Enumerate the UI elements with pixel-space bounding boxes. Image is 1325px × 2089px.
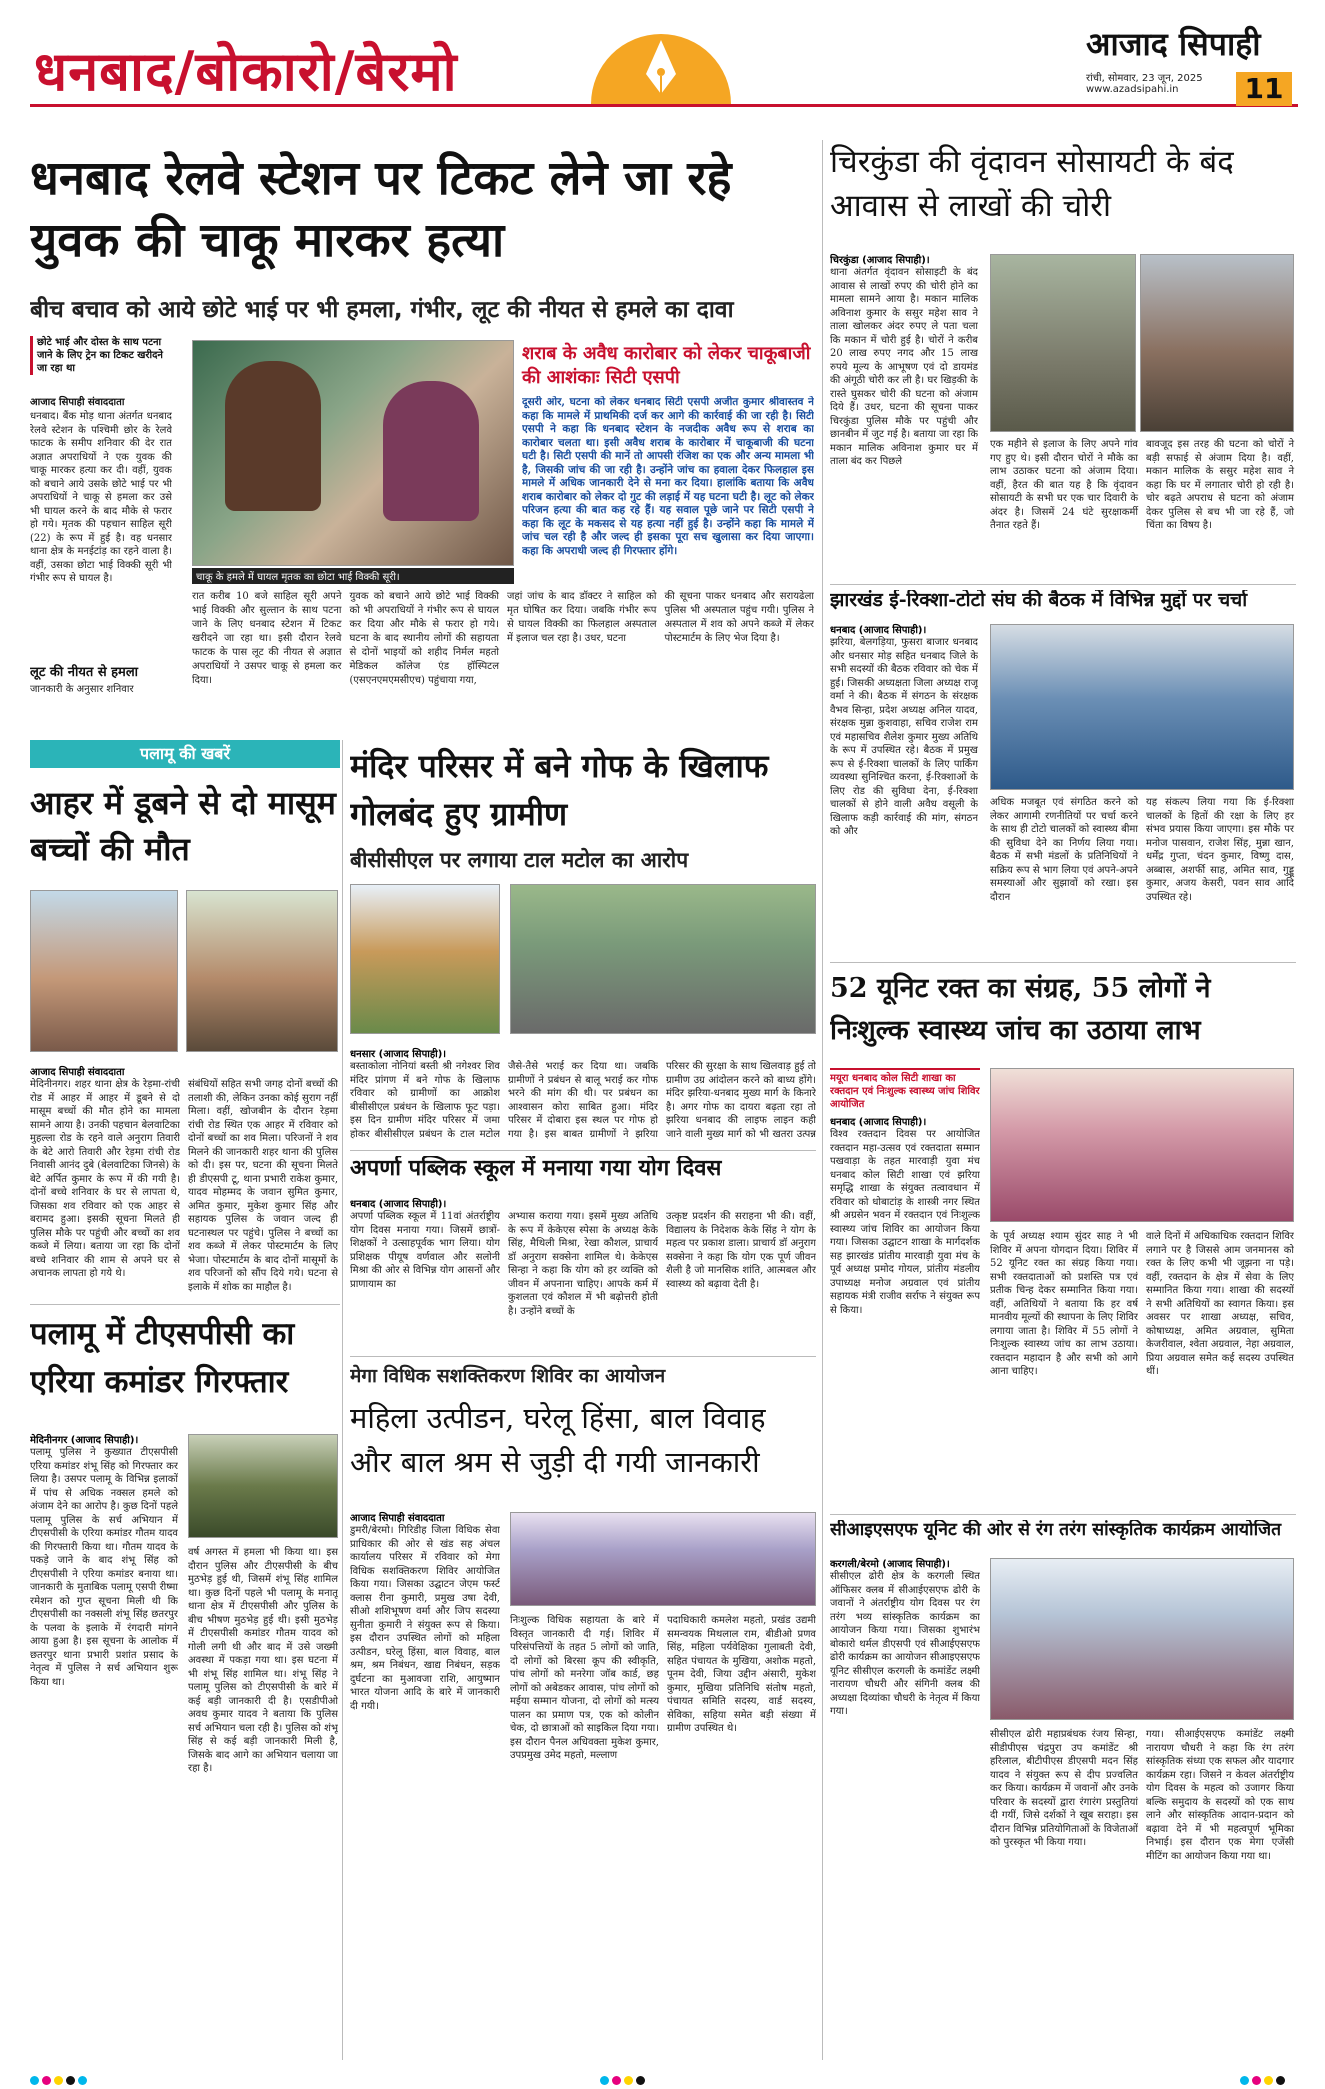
tspc-headline: पलामू में टीएसपीसी का एरिया कमांडर गिरफ्तार bbox=[30, 1316, 295, 1400]
divider bbox=[350, 1356, 816, 1357]
lead-photo bbox=[192, 340, 514, 566]
drowning-photo-2 bbox=[186, 890, 338, 1052]
cisf-col2: सीसीएल ढोरी महाप्रबंधक रंजय सिन्हा, सीडीपीएस चंद्रपुरा उप कमांडेंट श्री हरिलाल, बीटीपीएस डीएसपी मदन सिंह यादव ने संयुक्त रूप से दीप प्रज्वलित कर किया। कार्यक्रम में जवानों और उनके परिवार के सदस्यों द्वारा रंगारंग प्रस्तुतियां दी गयीं, जिसे दर्शकों ने खूब सराहा। इस दौरान विभिन्न प्रतियोगिताओं के विजेताओं को पुरस्कृत भी किया गया। bbox=[990, 1729, 1138, 1848]
temple-col1: बस्ताकोला नोनियां बस्ती श्री नगेश्वर शिव मंदिर प्रांगण में बने गोफ के खिलाफ रविवार को ग्रामीणों का आक्रोश बीसीसीएल प्रबंधन के खिलाफ फूट पड़ा। इस दिन ग्रामीण मंदिर परिसर में जमा होकर बीसीसीएल प्रबंधन के टाल मटोल bbox=[350, 1061, 500, 1140]
column-divider bbox=[822, 140, 823, 2060]
erickshaw-lower bbox=[990, 796, 1294, 904]
yoga-col1: अपर्णा पब्लिक स्कूल में 11वां अंतर्राष्ट्रीय योग दिवस मनाया गया। जिसमें छात्रों-शिक्षकों ने उत्साहपूर्वक भाग लिया। योग प्रशिक्षक पीयूष वर्णवाल और सलोनी मिश्रा की ओर से विभिन्न योग आसनों और प्राणायाम का bbox=[350, 1211, 500, 1290]
tspc-byline: मेदिनीनगर (आजाद सिपाही)। bbox=[30, 1435, 139, 1446]
lead-byline: आजाद सिपाही संवाददाता bbox=[30, 397, 125, 408]
lead-sidebar-note bbox=[30, 336, 172, 375]
temple-byline: धनसार (आजाद सिपाही)। bbox=[350, 1049, 447, 1060]
blood-byline: धनबाद (आजाद सिपाही)। bbox=[830, 1117, 927, 1128]
mega-camp-story bbox=[350, 1362, 816, 2060]
drowning-col1: मेदिनीनगर। शहर थाना क्षेत्र के रेड़मा-रांची रोड में आहर में आहर में डूबने से दो मासूम बच्चों की मौत होने का मामला सामने आया है। उनकी पहचान बेलवाटिका मुहल्ला रोड के रहने वाले अनुराग तिवारी के बेटे आरो तिवारी और रेड़मा रांची रोड निवासी आनंद दुबे (बेलवाटिका जिनसे) के बेटे अर्पित कुमार के रूप में की गयी है। दोनों बच्चे शनिवार के घर से लापता थे, जिसका शव रविवार को एक आहर से बरामद हुआ। इसकी सूचना मिलते ही पुलिस मौके पर पहुंची और बच्चों का शव कब्जे में लिया। बताया जा रहा कि दोनों बच्चे शनिवार की शाम से अपने घर से अचानक लापता हो गये थे। bbox=[30, 1079, 180, 1279]
cisf-col1: सीसीएल ढोरी क्षेत्र के करगली स्थित ऑफिसर क्लब में सीआईएसएफ ढोरी के जवानों ने अंतर्राष्ट्रीय योग दिवस पर रंग तरंग भव्य सांस्कृतिक कार्यक्रम का आयोजन किया गया। जिसका शुभारंभ बोकारो थर्मल डीएसपी एवं सीआईएसएफ ढोरी कार्यक्रम का आयोजन सीआइएसएफ यूनिट सीसीएल करगली के कमांडेंट लक्ष्मी नारायण चौधरी और संगिनी क्लब की अध्यक्षा दिव्यांका चौधरी के नेतृत्व में किया गया। bbox=[830, 1571, 980, 1717]
registration-marks-center bbox=[600, 2070, 648, 2089]
yoga-byline: धनबाद (आजाद सिपाही)। bbox=[350, 1199, 447, 1210]
divider bbox=[830, 962, 1296, 963]
temple-body bbox=[350, 1060, 816, 1140]
cisf-photo bbox=[990, 1558, 1294, 1720]
lead-lower-cols bbox=[192, 590, 814, 688]
masthead bbox=[0, 0, 1325, 120]
sidebar-note-text: छोटे भाई और दोस्त के साथ पटना जाने के लिए ट्रेन का टिकट खरीदने जा रहा था bbox=[37, 337, 163, 374]
drowning-col2: संबंधियों सहित सभी जगह दोनों बच्चों की तलाशी की, लेकिन उनका कोई सुराग नहीं मिला। वहीं, खोजबीन के दौरान रेड़मा रांची रोड स्थित एक आहर में रविवार को दोनों बच्चों का शव मिला। परिजनों ने शव मिलने की जानकारी शहर थाना की पुलिस को दी। इस पर, घटना की सूचना मिलते ही डीएसपी टू, थाना प्रभारी राकेश कुमार, यादव मोहम्मद के जवान सुमित कुमार, अमित कुमार, मुकेश कुमार सिंह और सहायक पुलिस के जवान जल्द ही घटनास्थल पर पहुंचे। पुलिस ने बच्चों का शव कब्जे में लेकर पोस्टमार्टम के लिए भेजा। पोस्टमार्टम के बाद दोनों मासूमों के शव परिजनों को सौंप दिये गये। घटना से इलाके में शोक का माहौल है। bbox=[188, 1079, 338, 1293]
lead-box-headline: शराब के अवैध कारोबार को लेकर चाकूबाजी की आशंकाः सिटी एसपी bbox=[522, 343, 811, 388]
lead-col3: युवक को बचाने आये छोटे भाई विक्की को भी अपराधियों ने गंभीर रूप से घायल कर दिया और मौके से फरार हो गये। घटना के बाद स्थानीय लोगों की सहायता से दोनों भाइयों को शहीद निर्मल महतो मेडिकल कॉलेज एंड हॉस्पिटल (एसएनएमएमसीएच) पहुंचाया गया, bbox=[349, 591, 499, 686]
tspc-col1: पलामू पुलिस ने कुख्यात टीएसपीसी एरिया कमांडर शंभू सिंह को गिरफ्तार कर लिया है। उसपर पलामू के विभिन्न इलाकों में पांच से अधिक नक्सल हमले को अंजाम देने का आरोप है। कुछ दिनों पहले पलामू पुलिस के सर्च अभियान में टीएसपीसी के एरिया कमांडर गौतम यादव की गिरफ्तारी किया था। गौतम यादव के पकड़े जाने के बाद शंभू सिंह को टीएसपीसी ने एरिया कमांडर बनाया था। जानकारी के मुताबिक पलामू एसपी रीष्मा रमेशन को गुप्त सूचना मिली थी कि टीएसपीसी का नक्सली शंभू सिंह छतरपुर के पलवा के इलाके में रंगदारी मांगने आया हुआ है। इस सूचना के आलोक में छतरपुर थाना प्रभारी प्रशांत प्रसाद के नेतृत्व में पुलिस ने सर्च अभियान शुरू किया था। bbox=[30, 1447, 178, 1688]
cisf-lower bbox=[990, 1728, 1294, 1863]
cisf-headline: सीआइएसएफ यूनिट की ओर से रंग तरंग सांस्कृतिक कार्यक्रम आयोजित bbox=[830, 1520, 1282, 1540]
yoga-headline: अपर्णा पब्लिक स्कूल में मनाया गया योग दिवस bbox=[350, 1156, 722, 1181]
lead-headline: धनबाद रेलवे स्टेशन पर टिकट लेने जा रहे युवक की चाकू मारकर हत्या bbox=[30, 151, 732, 268]
blood-photo bbox=[990, 1068, 1294, 1222]
masthead-rule bbox=[30, 104, 1298, 107]
yoga-col2: अभ्यास कराया गया। इसमें मुख्य अतिथि के रूप में केकेएस स्पेसा के अध्यक्ष केके सिंह, मैथिली मिश्रा, रेखा कौशल, प्राचार्य डॉ अनुराग सक्सेना शामिल थे। केकेएस सिन्हा ने कहा कि योग को हर व्यक्ति को जीवन में अपनाना चाहिए। आपके कर्म में कुशलता एवं कौशल में भी बढ़ोत्तरी होती है। उन्होंने बच्चों के bbox=[508, 1211, 658, 1317]
drowning-headline: आहर में डूबने से दो मासूम बच्चों की मौत bbox=[30, 784, 336, 868]
lead-story bbox=[30, 148, 814, 728]
temple-col2: जैसे-तैसे भराई कर दिया था। जबकि ग्रामीणों ने प्रबंधन से बालू भराई कर गोफ भरने की मांग की थी। पर प्रबंधन का आश्वासन कोरा साबित हुआ। मंदिर परिसर में दोबारा इस स्थल पर गोफ हो गया है। इस बाबत ग्रामीणों ने झरिया bbox=[508, 1061, 658, 1140]
cisf-story bbox=[830, 1520, 1296, 2060]
divider bbox=[830, 1514, 1296, 1515]
chirkunda-col1: थाना अंतर्गत वृंदावन सोसाइटी के बंद आवास से लाखों रुपए की चोरी होने का मामला सामने आया है। मकान मालिक अविनाश कुमार के ससुर महेश साव ने ताला खोलकर अंदर रुपए ले पता चला कि मकान में चोरी हुई है। चोरों ने करीब 20 लाख रुपए नगद और 15 लाख रुपये मूल्य के आभूषण एवं दो डायमंड की अंगूठी चोरी कर ली है। घर खिड़की के रास्ते घुसकर चोरी की घटना को अंजाम दिये हैं। उधर, घटना की सूचना पाकर चिरकुंडा पुलिस मौके पर पहुंची और छानबीन में जुट गई है। बताया जा रहा कि मकान मालिक अविनाश कुमार घर में ताला बंद कर पिछले bbox=[830, 267, 978, 467]
tspc-story bbox=[30, 1310, 338, 2060]
lead-col5: की सूचना पाकर धनबाद और सरायढेला पुलिस भी अस्पताल पहुंच गयी। पुलिस ने अस्पताल में शव को अपने कब्जे में लेकर पोस्टमार्टम के लिए भेज दिया है। bbox=[664, 591, 814, 644]
chirkunda-col3: बावजूद इस तरह की घटना को चोरों ने बड़ी सफाई से अंजाम दिया है। वहीं, मकान मालिक के ससुर महेश साव ने कहा कि घर में लगातार चोरी हो रही है। चोर बढ़ते अपराध से घटना को अंजाम देकर पुलिस से बच भी जा रहे हैं, जो चिंता का विषय है। bbox=[1146, 439, 1294, 531]
column-divider bbox=[342, 740, 343, 2060]
cisf-col3: गया। सीआईएसएफ कमांडेंट लक्ष्मी नारायण चौधरी ने कहा कि रंग तरंग सांस्कृतिक संध्या एक सफल और यादगार कार्यक्रम रहा। जिसने न केवल अंतर्राष्ट्रीय योग दिवस के महत्व को उजागर किया बल्कि समुदाय के सदस्यों को एक साथ लाने और सांस्कृतिक आदान-प्रदान को बढ़ावा देने में भी महत्वपूर्ण भूमिका निभाई। इस दौरान एक मेगा एजेंसी मीटिंग का आयोजन किया गया था। bbox=[1146, 1729, 1294, 1862]
mega-camp-col2: निःशुल्क विधिक सहायता के बारे में विस्तृत जानकारी दी गई। शिविर में परिसंपत्तियों के तहत 5 लोगों को जाति, दो लोगों को बिरसा कूप की स्वीकृति, पांच लोगों को मनरेगा जॉब कार्ड, छह लोगों को अबेडकर आवास, पांच लोगों को मईया सम्मान योजना, दो लोगों को मत्स्य पालन का प्रमाण पत्र, एक को कोलीन चेक, दो छात्राओं को साइकिल दिया गया। इस दौरान पैनल अधिवक्ता मुकेश कुमार, उपप्रमुख उमेद महतो, मल्लाण bbox=[510, 1615, 659, 1761]
yoga-story bbox=[350, 1156, 816, 1352]
lead-box-body: दूसरी ओर, घटना को लेकर धनबाद सिटी एसपी अजीत कुमार श्रीवास्तव ने कहा कि मामले में प्राथमिकी दर्ज कर आगे की कार्रवाई की जा रही है। सिटी एसपी ने कहा कि धनबाद स्टेशन के नजदीक अवैध रूप से शराब का कारोबार चलता था। इसी अवैध शराब के कारोबार में चाकूबाजी की घटना घटी है। सिटी एसपी की मानें तो आपसी रंजिश का एक और अन्य मामला भी है, जिसकी जांच की जा रही है। उन्होंने जांच का हवाला देकर फिलहाल इस मामले में अधिक जानकारी देने से मना कर दिया। हालांकि बताया कि अवैध शराब कारोबार को लेकर दो गुट की लड़ाई में यह घटना घटी है। लूट को लेकर परिजन हत्या की बात कह रहे हैं। यह सवाल पूछे जाने पर सिटी एसपी ने कहा कि लूट के मकसद से यह हत्या नहीं हुई है। उन्होंने कहा कि मामले में जांच चल रही है और जल्द ही इसका पूरा सच खुलासा कर दिया जाएगा। कहा कि अपराधी जल्द ही गिरफ्तार होंगे। bbox=[522, 396, 814, 557]
temple-story bbox=[350, 742, 816, 1142]
divider bbox=[30, 1304, 340, 1305]
blood-story bbox=[830, 968, 1296, 1506]
tspc-photo bbox=[188, 1434, 338, 1538]
lead-inline-head: लूट की नीयत से हमला bbox=[30, 665, 138, 680]
drowning-photo-1 bbox=[30, 890, 178, 1052]
palamu-band: पलामू की खबरें bbox=[30, 740, 340, 768]
temple-photo-2 bbox=[510, 884, 816, 1034]
blood-label: मयूरा धनबाद कोल सिटी शाखा का रक्तदान एवं निःशुल्क स्वास्थ्य जांच शिविर आयोजित bbox=[830, 1068, 980, 1111]
lead-body: धनबाद। बैंक मोड़ थाना अंतर्गत धनबाद रेलवे स्टेशन के पश्चिमी छोर के रेलवे फाटक के समीप शनिवार की देर रात अज्ञात अपराधियों ने एक युवक की चाकू मारकर हत्या कर दी। वहीं, युवक को बचाने आये उसके छोटे भाई पर भी अपराधियों ने चाकू से हमला कर उसे भी घायल करने के बाद मौके से फरार हो गये। मृतक की पहचान साहिल सूरी (22) के रूप में हुई है। वह धनसार थाना क्षेत्र के मनईटांड़ का रहने वाला है। वहीं, उसका छोटा भाई विक्की सूरी भी गंभीर रूप से घायल है। bbox=[30, 411, 172, 584]
mega-camp-photo bbox=[510, 1512, 816, 1606]
yoga-body bbox=[350, 1210, 816, 1346]
temple-headline: मंदिर परिसर में बने गोफ के खिलाफ गोलबंद हुए ग्रामीण bbox=[350, 747, 769, 833]
temple-photo-1 bbox=[350, 884, 500, 1034]
drowning-byline: आजाद सिपाही संवाददाता bbox=[30, 1067, 125, 1078]
erickshaw-headline: झारखंड ई-रिक्शा-टोटो संघ की बैठक में विभिन्न मुद्दों पर चर्चा bbox=[830, 590, 1248, 611]
mega-camp-col1: डुमरी/बेरमो। गिरिडीह जिला विधिक सेवा प्राधिकार की ओर से खंड सह अंचल कार्यालय परिसर में रविवार को मेगा विधिक सशक्तिकरण शिविर आयोजित किया गया। जिसका उद्घाटन जेएम फर्स्ट क्लास रीना कुमारी, प्रमुख उषा देवी, सीओ शशिभूषण वर्मा और जिप सदस्या सुनीता कुमारी ने संयुक्त रूप से किया। इस दौरान उपस्थित लोगों को महिला उत्पीडन, घरेलू हिंसा, बाल विवाह, बाल श्रम, श्रम निबंधन, खाद्य निबंधन, सड़क दुर्घटना का मुआवजा राशि, आयुष्मान भारत योजना आदि के बारे में जानकारी दी गयी। bbox=[350, 1525, 500, 1712]
chirkunda-lower bbox=[990, 438, 1294, 533]
mega-camp-col3: पदाधिकारी कमलेश महतो, प्रखंड उद्यमी समन्वयक मिथलाल राम, बीडीओ प्रणव सिंह, महिला पर्यवेक्षिका गुलाबती देवी, सहित पंचायत के मुखिया, अशोक महतो, पूनम देवी, जिया उद्दीन अंसारी, मुकेश कुमार, मुखिया प्रतिनिधि संतोष महतो, पंचायत समिति सदस्य, वार्ड सदस्य, सेविका, सहिया समेत बड़ी संख्या में ग्रामीण उपस्थित थे। bbox=[667, 1615, 816, 1734]
erickshaw-photo bbox=[990, 624, 1294, 790]
lead-subhead: बीच बचाव को आये छोटे भाई पर भी हमला, गंभीर, लूट की नीयत से हमले का दावा bbox=[30, 297, 734, 323]
blood-col1: विश्व रक्तदान दिवस पर आयोजित रक्तदान महा-उत्सव एवं रक्तदाता सम्मान पखवाड़ा के तहत मारवाड़ी युवा मंच धनबाद कोल सिटी शाखा एवं झरिया समृद्धि शाखा के संयुक्त तत्वावधान में रविवार को धोबाटांड़ के शास्त्री नगर स्थित श्री अग्रसेन भवन में रक्तदान एवं निःशुल्क स्वास्थ्य जांच शिविर का आयोजन किया गया। जिसका उद्घाटन शाखा के मार्गदर्शक सह झारखंड प्रांतीय मारवाड़ी युवा मंच के पूर्व अध्यक्ष प्रमोद गोयल, प्रांतीय मंडलीय उपाध्यक्ष मनोज अग्रवाल एवं प्रांतीय सहायक मंत्री राजीव सर्राफ ने संयुक्त रूप से किया। bbox=[830, 1129, 980, 1316]
temple-subhead: बीसीसीएल पर लगाया टाल मटोल का आरोप bbox=[350, 848, 689, 872]
yoga-col3: उत्कृष्ट प्रदर्शन की सराहना भी की। वहीं, विद्यालय के निदेशक केके सिंह ने योग के महत्व पर प्रकाश डाला। प्राचार्य डॉ अनुराग सक्सेना ने कहा कि योग एक पूर्ण जीवन शैली है जो मानसिक शांति, आत्मबल और स्वास्थ्य को बढ़ावा देती है। bbox=[666, 1211, 816, 1290]
mega-camp-kicker: मेगा विधिक सशक्तिकरण शिविर का आयोजन bbox=[350, 1365, 666, 1387]
pen-nib-sun-icon bbox=[586, 24, 736, 104]
chirkunda-photo-1 bbox=[990, 254, 1136, 432]
chirkunda-headline: चिरकुंडा की वृंदावन सोसायटी के बंद आवास से लाखों की चोरी bbox=[830, 144, 1234, 224]
erickshaw-byline: धनबाद (आजाद सिपाही)। bbox=[830, 625, 927, 636]
drowning-story bbox=[30, 780, 338, 1300]
paper-name: आजाद सिपाही bbox=[1086, 25, 1261, 63]
chirkunda-photo-2 bbox=[1140, 254, 1294, 432]
erickshaw-col1: झरिया, बेलगड़िया, फुसरा बाजार धनबाद और धनसार मोड़ सहित धनबाद जिले के सभी सदस्यों की बैठक रविवार को चेक में हुई। जिसकी अध्यक्षता जिला अध्यक्ष राजू वर्मा ने की। बैठक में संगठन के संरक्षक वैभव सिन्हा, प्रदेश अध्यक्ष अनिल यादव, संरक्षक मुन्ना कुशवाहा, सचिव राजेश राम एवं महासचिव शैलेश कुमार मुख्य अतिथि के रूप में उपस्थित रहे। बैठक में प्रमुख रूप से ई-रिक्शा चालकों के लिए पार्किंग व्यवस्था सुनिश्चित करना, ई-रिक्शाओं के लिए रोड की सुविधा देना, ई-रिक्शा चालकों से होने वाली अवैध वसूली के खिलाफ कड़ी कार्रवाई की मांग, संगठन को और bbox=[830, 637, 978, 837]
blood-col2: के पूर्व अध्यक्ष श्याम सुंदर साह ने भी शिविर में अपना योगदान दिया। शिविर में 52 यूनिट रक्त का संग्रह किया गया। सभी रक्तदाताओं को प्रशस्ति पत्र एवं प्रतीक चिन्ह देकर सम्मानित किया गया। वहीं, अतिथियों ने बताया कि हर वर्ष मानवीय मूल्यों की स्थापना के लिए शिविर लगाया जाता है। शिविर में 55 लोगों ने निःशुल्क स्वास्थ्य जांच का लाभ उठाया। रक्तदान महादान है और सभी को आगे आना चाहिए। bbox=[990, 1231, 1138, 1377]
drowning-body bbox=[30, 1078, 338, 1300]
chirkunda-col2: एक महीने से इलाज के लिए अपने गांव गए हुए थे। इसी दौरान चोरों ने मौके का लाभ उठाकर घटना को अंजाम दिया। वहीं, हैरत की बात यह है कि वृंदावन सोसायटी के सभी घर एक चार दिवारी के अंदर है। जिसमें 24 घंटे सुरक्षाकर्मी तैनात रहते हैं। bbox=[990, 439, 1138, 531]
cisf-byline: करगली/बेरमो (आजाद सिपाही)। bbox=[830, 1559, 950, 1570]
mega-camp-lower bbox=[510, 1614, 816, 2050]
erickshaw-col2: अधिक मजबूत एवं संगठित करने को लेकर आगामी रणनीतियों पर चर्चा करने के साथ ही टोटो चालकों को स्वास्थ्य बीमा की सुविधा देने का निर्णय लिया गया। बैठक में सभी मंडलों के प्रतिनिधियों ने सक्रिय रूप से भाग लिया एवं अपने-अपने समस्याओं और सुझावों को रखा। इस दौरान bbox=[990, 797, 1138, 903]
lead-col2: रात करीब 10 बजे साहिल सूरी अपने भाई विक्की और सुल्तान के साथ पटना जाने के लिए धनबाद स्टेशन में टिकट खरीदने जा रहा था। इसी दौरान रेलवे फाटक के पास लूट की नीयत से अज्ञात अपराधियों ने उसपर चाकू से हमला कर दिया। bbox=[192, 591, 342, 686]
mega-camp-byline: आजाद सिपाही संवाददाता bbox=[350, 1513, 445, 1524]
blood-col3: वाले दिनों में अधिकाधिक रक्तदान शिविर लगाने पर है जिससे आम जनमानस को रक्त के लिए कभी भी जूझना ना पड़े। वहीं, रक्तदान के क्षेत्र में सेवा के लिए सम्मानित किया गया। शाखा की सदस्यों ने सभी अतिथियों का स्वागत किया। इस अवसर पर शाखा अध्यक्ष, सचिव, कोषाध्यक्ष, अमित अग्रवाल, सुमिता केजरीवाल, श्वेता अग्रवाल, नेहा अग्रवाल, प्रिया अग्रवाल समेत कई सदस्य उपस्थित थीं। bbox=[1146, 1231, 1294, 1377]
divider bbox=[830, 584, 1296, 585]
lead-photo-caption: चाकू के हमले में घायल मृतक का छोटा भाई विक्की सूरी। bbox=[192, 568, 514, 584]
chirkunda-story bbox=[830, 140, 1296, 580]
temple-col3: परिसर की सुरक्षा के साथ खिलवाड़ हुई तो ग्रामीण उग्र आंदोलन करने को बाध्य होंगे। मंदिर झरिया-धनबाद मुख्य मार्ग के किनारे है। अगर गोफ का दायरा बढ़ता रहा तो झरिया धनबाद की लाइफ लाइन कही जाने वाली मुख्य मार्ग को भी खतरा उत्पन्न bbox=[666, 1061, 816, 1140]
website: www.azadsipahi.in bbox=[1086, 84, 1179, 95]
lead-col4: जहां जांच के बाद डॉक्टर ने साहिल को मृत घोषित कर दिया। जबकि गंभीर रूप से घायल विक्की का फिलहाल अस्पताल में इलाज चल रहा है। उधर, घटना bbox=[507, 591, 657, 644]
blood-headline: 52 यूनिट रक्त का संग्रह, 55 लोगों ने निःशुल्क स्वास्थ्य जांच का उठाया लाभ bbox=[830, 973, 1211, 1046]
divider bbox=[350, 1150, 816, 1151]
page-number: 11 bbox=[1236, 72, 1292, 106]
blood-lower bbox=[990, 1230, 1294, 1500]
erickshaw-story bbox=[830, 590, 1296, 952]
mega-camp-headline: महिला उत्पीडन, घरेलू हिंसा, बाल विवाह और बाल श्रम से जुड़ी दी गयी जानकारी bbox=[350, 1401, 766, 1479]
registration-marks-right bbox=[1240, 2070, 1288, 2089]
registration-marks-left bbox=[30, 2070, 90, 2089]
erickshaw-col3: यह संकल्प लिया गया कि ई-रिक्शा चालकों के हितों की रक्षा के लिए हर संभव प्रयास किया जाएगा। इस मौके पर मनोज पासवान, राजेश सिंह, मुन्ना खान, धर्मेंद्र गुप्ता, चंदन कुमार, विष्णु दास, अब्बास, अशर्फी साह, अमित साव, गुड्डू कुमार, अजय केसरी, पवन साव आदि उपस्थित रहे। bbox=[1146, 797, 1294, 903]
section-title: धनबाद/बोकारो/बेरमो bbox=[34, 39, 458, 103]
tspc-col2: वर्ष अगस्त में हमला भी किया था। इस दौरान पुलिस और टीएसपीसी के बीच मुठभेड़ हुई थी, जिसमें शंभू सिंह शामिल था। कुछ दिनों पहले भी पलामू के मनातू थाना क्षेत्र में टीएसपीसी और पुलिस के बीच भीषण मुठभेड़ हुई थी। इसी मुठभेड़ में टीएसपीसी कमांडर गौतम यादव को गोली लगी थी और बाद में उसे जख्मी अवस्था में पकड़ा गया था। इस घटना में भी शंभू सिंह शामिल था। शंभू सिंह ने पलामू पुलिस को टीएसपीसी के बारे में कई बड़ी जानकारी दी है। एसडीपीओ अवध कुमार यादव ने बताया कि पुलिस सर्च अभियान चला रही है। पुलिस को शंभू सिंह से कई बड़ी जानकारी मिली है, जिसके बाद आगे का अभियान चलाया जा रहा है। bbox=[188, 1547, 338, 1774]
lead-body-tail: जानकारी के अनुसार शनिवार bbox=[30, 684, 134, 695]
dateline: रांची, सोमवार, 23 जून, 2025 bbox=[1086, 73, 1203, 84]
chirkunda-byline: चिरकुंडा (आजाद सिपाही)। bbox=[830, 255, 930, 266]
